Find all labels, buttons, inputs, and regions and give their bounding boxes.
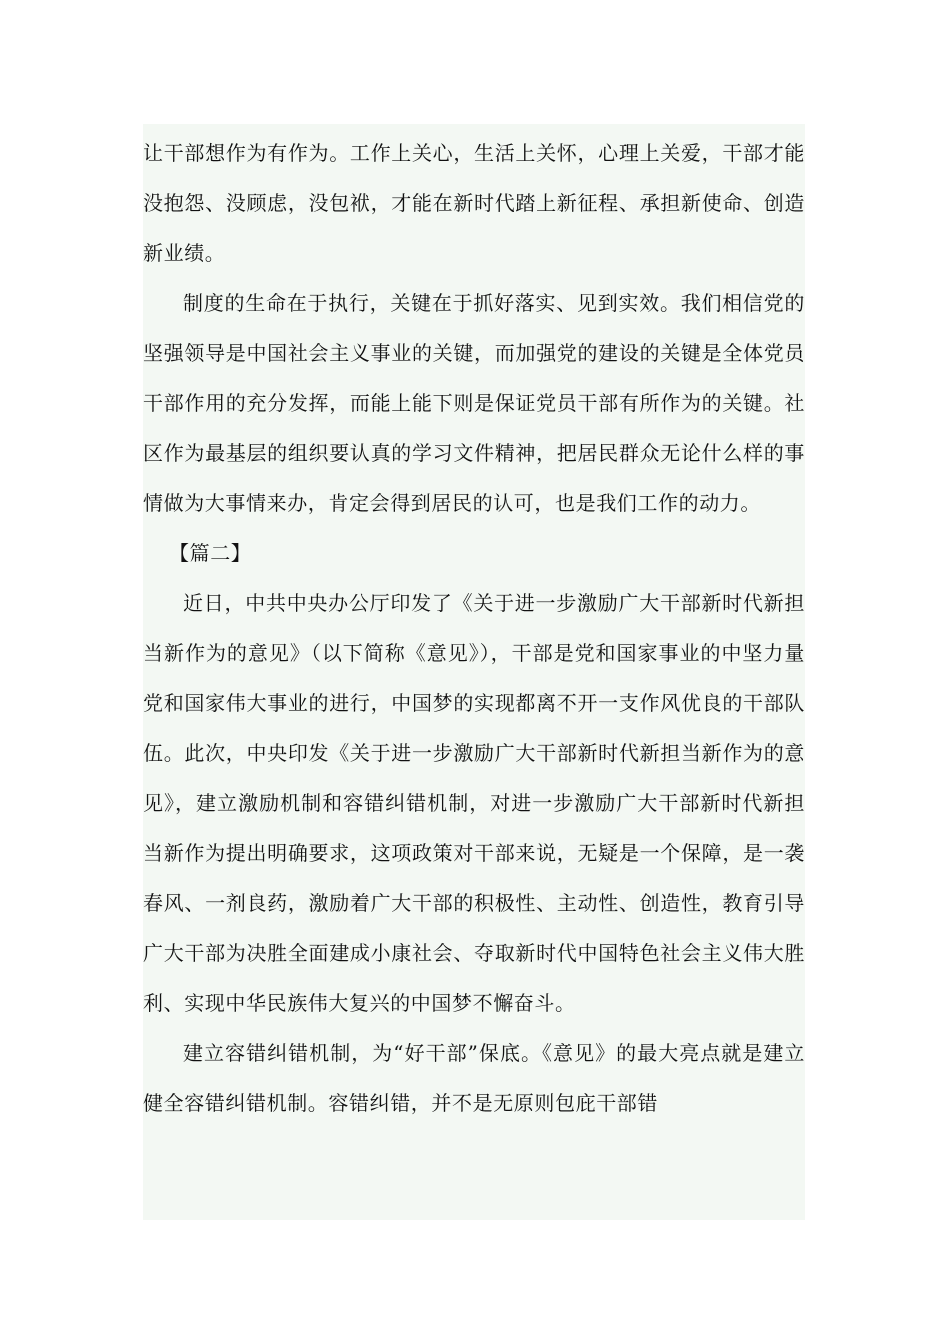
paragraph-recent-opinion: 近日，中共中央办公厅印发了《关于进一步激励广大干部新时代新担当新作为的意见》（以下简称《意见》），干部是党和国家事业的中坚力量党和国家伟大事业的进行，中国梦的实现都离不开一支作风优良的干部队伍。此次，中央印发《关于进一步激励广大干部新时代新担当新作为的意见》，建立激励机制和容错纠错机制，对进一步激励广大干部新时代新担当新作为提出明确要求，这项政策对干部来说，无疑是一个保障，是一袭春风、一剂良药，激励着广大干部的积极性、主动性、创造性，教育引导广大干部为决胜全面建成小康社会、夺取新时代中国特色社会主义伟大胜利、实现中华民族伟大复兴的中国梦不懈奋斗。 [143,591,805,1015]
paragraph-continuation: 让干部想作为有作为。工作上关心，生活上关怀，心理上关爱，干部才能没抱怨、没顾虑，没包袱，才能在新时代踏上新征程、承担新使命、创造新业绩。 [143,141,805,265]
document-body [143,124,805,1220]
paragraph-system-execution: 制度的生命在于执行，关键在于抓好落实、见到实效。我们相信党的坚强领导是中国社会主义事业的关键，而加强党的建设的关键是全体党员干部作用的充分发挥，而能上能下则是保证党员干部有所作为的关键。社区作为最基层的组织要认真的学习文件精神，把居民群众无论什么样的事情做为大事情来办，肯定会得到居民的认可，也是我们工作的动力。 [143,291,805,515]
paragraph-error-tolerance: 建立容错纠错机制，为“好干部”保底。《意见》的最大亮点就是建立健全容错纠错机制。容错纠错，并不是无原则包庇干部错 [143,1041,805,1115]
section-heading: 【篇二】 [169,541,252,565]
